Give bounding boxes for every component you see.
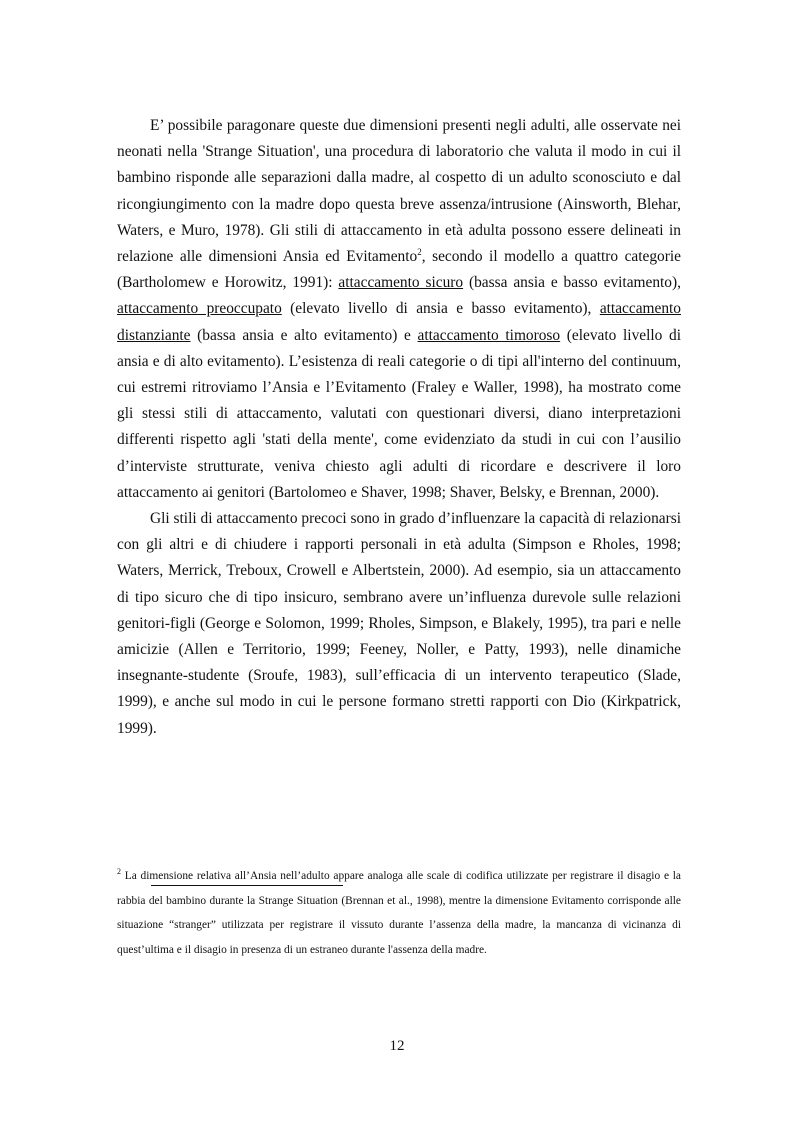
paragraph-1-text-c: (bassa ansia e basso evitamento),	[463, 274, 681, 292]
page-number: 12	[389, 1038, 405, 1054]
paragraph-1-text-a: E’ possibile paragonare queste due dimensioni presenti negli adulti, alle osservate nei neonati nella 'Strange Situation', una procedura di laboratorio che valuta il modo in cui il bambino risponde alle separazioni dalla madre, al cospetto di un adulto sconosciuto e dal ricongiungimento con la madre dopo questa breve assenza/intrusione (Ainsworth, Blehar, Waters, e Muro, 1978). Gli stili di attaccamento in età adulta possono essere delineati in relazione alle dimensioni Ansia ed Evitamento	[117, 117, 681, 266]
term-dismissing-attachment: attaccamento distanziante	[117, 300, 681, 344]
paragraph-1-text-f: (elevato livello di ansia e di alto evitamento). L’esistenza di reali categorie o di tipi all'interno del continuum, cui estremi ritroviamo l’Ansia e l’Evitamento (Fraley e Waller, 1998), ha mostrato come gli stessi stili di attaccamento, valutati con questionari diversi, diano interpretazioni differenti rispetto agli 'stati della mente', come evidenziato da studi in cui con l’ausilio d’interviste strutturate, veniva chiesto agli adulti di ricordare e descrivere il loro attaccamento ai genitori (Bartolomeo e Shaver, 1998; Shaver, Belsky, e Brennan, 2000).	[117, 326, 681, 501]
paragraph-1	[117, 113, 681, 506]
footnote-marker: 2	[117, 867, 121, 877]
paragraph-1-text-b: , secondo il modello a quattro categorie (Bartholomew e Horowitz, 1991):	[117, 248, 681, 292]
term-fearful-attachment: attaccamento timoroso	[417, 326, 561, 344]
paragraph-1-text-e: (bassa ansia e alto evitamento) e	[190, 326, 418, 344]
footnote-reference[interactable]: 2	[417, 246, 422, 257]
footnote-text: La dimensione relativa all’Ansia nell’adulto appare analoga alle scale di codifica utilizzate per registrare il disagio e la rabbia del bambino durante la Strange Situation (Brennan et al., 1998), mentre la dimensione Evitamento corrisponde alle situazione “stranger” utilizzata per registrare il vissuto durante l’assenza della madre, la mancanza di vicinanza di quest’ultima e il disagio in presenza di un estraneo durante l'assenza della madre.	[117, 870, 681, 956]
paragraph-2: Gli stili di attaccamento precoci sono in grado d’influenzare la capacità di relazionarsi con gli altri e di chiudere i rapporti personali in età adulta (Simpson e Rholes, 1998; Waters, Merrick, Treboux, Crowell e Albertstein, 2000). Ad esempio, sia un attaccamento di tipo sicuro che di tipo insicuro, sembrano avere un’influenza durevole sulle relazioni genitori-figli (George e Solomon, 1999; Rholes, Simpson, e Blakely, 1995), tra pari e nelle amicizie (Allen e Territorio, 1999; Feeney, Noller, e Patty, 1993), nelle dinamiche insegnante-studente (Sroufe, 1983), sull’efficacia di un intervento terapeutico (Slade, 1999), e anche sul modo in cui le persone formano stretti rapporti con Dio (Kirkpatrick, 1999).	[117, 510, 681, 737]
term-secure-attachment: attaccamento sicuro	[338, 274, 464, 292]
footnote	[117, 864, 681, 962]
body-text	[117, 113, 681, 742]
paragraph-1-text-d: (elevato livello di ansia e basso evitamento),	[281, 300, 600, 318]
term-preoccupied-attachment: attaccamento preoccupato	[117, 300, 282, 318]
